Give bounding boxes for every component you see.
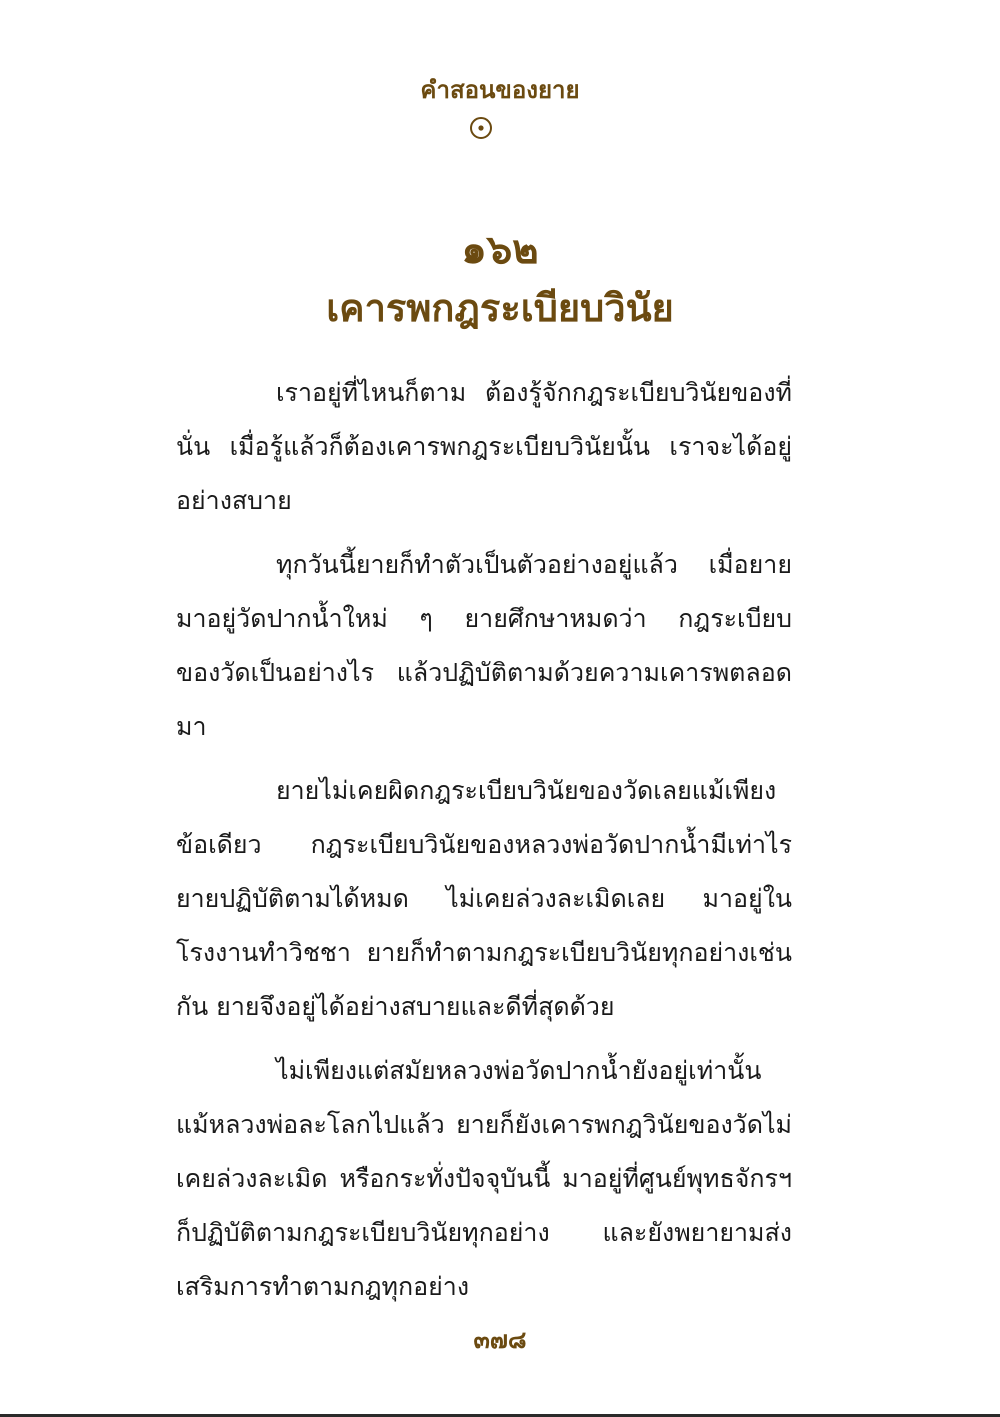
paragraph: ยายไม่เคยผิดกฎระเบียบวินัยของวัดเลยแม้เพียงข้อเดียว กฎระเบียบวินัยของหลวงพ่อวัดปากน้ำมีเท่าไรยายปฏิบัติตามได้หมด ไม่เคยล่วงละเมิดเลย มาอยู่ในโรงงานทำวิชชา ยายก็ทำตามกฎระเบียบวินัยทุกอย่างเช่นกัน ยายจึงอยู่ได้อย่างสบายและดีที่สุดด้วย [176, 776, 792, 1021]
paragraph: ไม่เพียงแต่สมัยหลวงพ่อวัดปากน้ำยังอยู่เท่านั้น แม้หลวงพ่อละโลกไปแล้ว ยายก็ยังเคารพกฎวินัยของวัดไม่เคยล่วงละเมิด หรือกระทั่งปัจจุบันนี้ มาอยู่ที่ศูนย์พุทธจักรฯ ก็ปฏิบัติตามกฎระเบียบวินัยทุกอย่าง และยังพยายามส่งเสริมการทำตามกฎทุกอย่าง [176, 1056, 792, 1301]
chapter-title: เคารพกฎระเบียบวินัย [326, 286, 674, 330]
page-number: ๓๗๘ [473, 1326, 527, 1354]
running-title: คำสอนของยาย [420, 76, 580, 104]
paragraph: ทุกวันนี้ยายก็ทำตัวเป็นตัวอย่างอยู่แล้ว เมื่อยายมาอยู่วัดปากน้ำใหม่ ๆ ยายศึกษาหมดว่า กฎระเบียบของวัดเป็นอย่างไร แล้วปฏิบัติตามด้วยความเคารพตลอดมา [176, 550, 792, 741]
chapter-number: ๑๖๒ [461, 227, 539, 273]
circled-dot-icon [469, 116, 493, 140]
paragraph: เราอยู่ที่ไหนก็ตาม ต้องรู้จักกฎระเบียบวินัยของที่นั่น เมื่อรู้แล้วก็ต้องเคารพกฎระเบียบวินัยนั้น เราจะได้อยู่อย่างสบาย [176, 378, 792, 515]
body-text [176, 366, 792, 1324]
